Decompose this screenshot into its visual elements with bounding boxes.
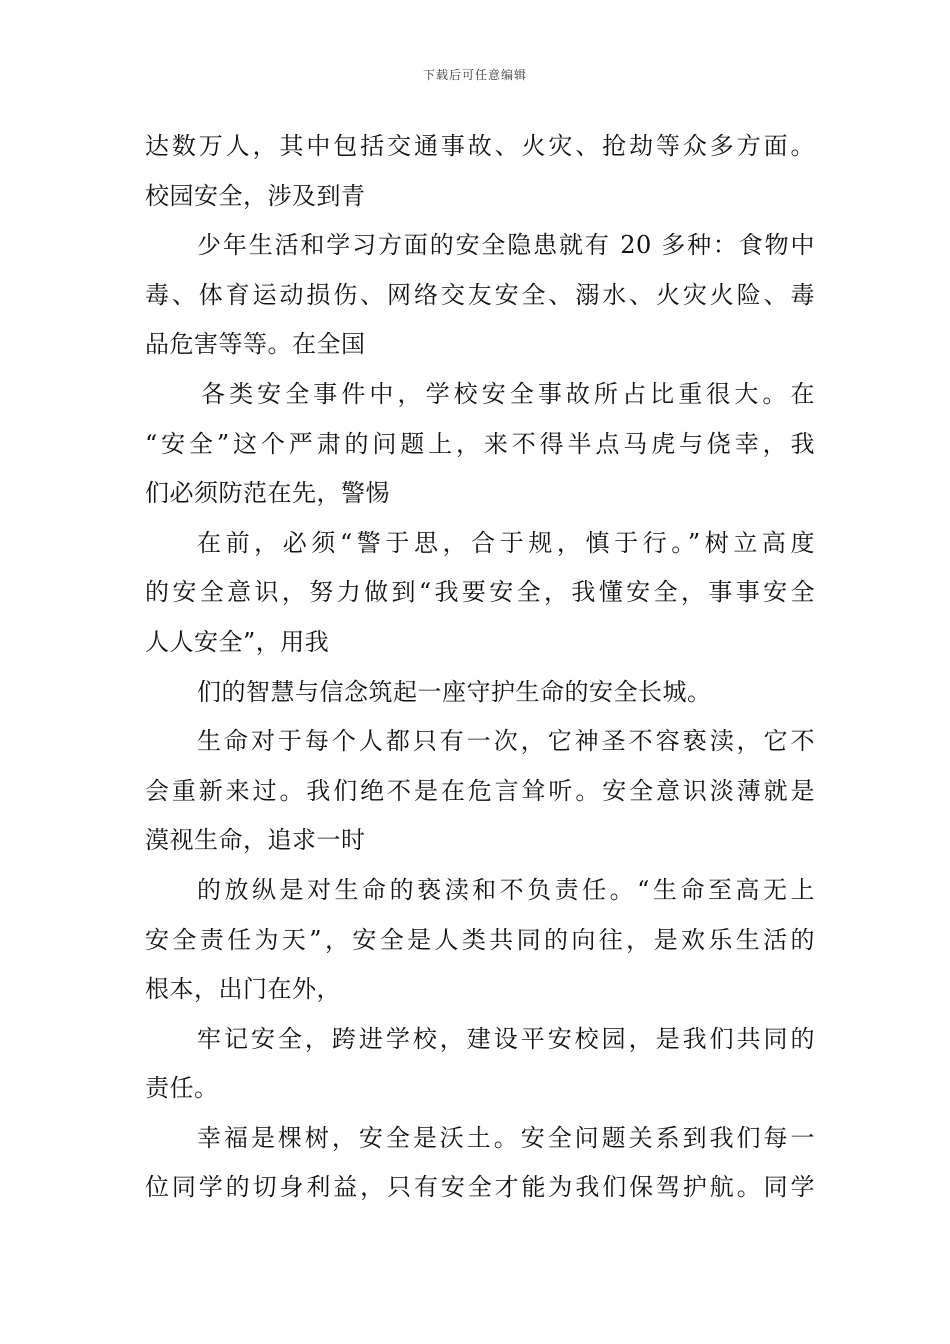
text-line: 根本，出门在外， (145, 975, 341, 1004)
text-line: 漠视生命，追求一时 (145, 826, 366, 855)
text-line: 幸福是棵树，安全是沃土。安全问题关系到我们每一 (197, 1123, 815, 1152)
text-line: 毒、体育运动损伤、网络交友安全、溺水、火灾火险、毒 (145, 280, 815, 309)
page-header: 下载后可任意编辑 (422, 68, 527, 82)
text-line: 的放纵是对生命的亵渎和不负责任。“生命至高无上 (197, 875, 815, 904)
text-line: 品危害等等。在全国 (145, 330, 366, 359)
text-line: 少年生活和学习方面的安全隐患就有 20 多种：食物中 (197, 231, 815, 260)
text-line: 人人安全”，用我 (145, 627, 330, 656)
text-line: 们的智慧与信念筑起一座守护生命的安全长城。 (197, 677, 712, 706)
text-line: 位同学的切身利益，只有安全才能为我们保驾护航。同学 (145, 1173, 815, 1202)
text-line: 生命对于每个人都只有一次，它神圣不容亵渎，它不 (197, 727, 815, 756)
body-text (145, 122, 815, 1213)
text-line: 责任。 (145, 1074, 219, 1103)
text-line: 安全责任为天”，安全是人类共同的向往，是欢乐生活的 (145, 925, 815, 954)
text-line: 的安全意识，努力做到“我要安全，我懂安全，事事安全 (145, 578, 815, 607)
text-line: 牢记安全，跨进学校，建设平安校园，是我们共同的 (197, 1024, 815, 1053)
text-line: “安全”这个严肃的问题上，来不得半点马虎与侥幸，我 (145, 429, 815, 458)
text-line: 各类安全事件中，学校安全事故所占比重很大。在 (201, 379, 815, 408)
text-line: 在前，必须“警于思，合于规，慎于行。”树立高度 (197, 528, 815, 557)
text-line: 会重新来过。我们绝不是在危言耸听。安全意识淡薄就是 (145, 776, 815, 805)
text-line: 校园安全，涉及到青 (145, 181, 366, 210)
text-line: 们必须防范在先，警惕 (145, 479, 390, 508)
text-line: 达数万人，其中包括交通事故、火灾、抢劫等众多方面。 (145, 132, 815, 160)
